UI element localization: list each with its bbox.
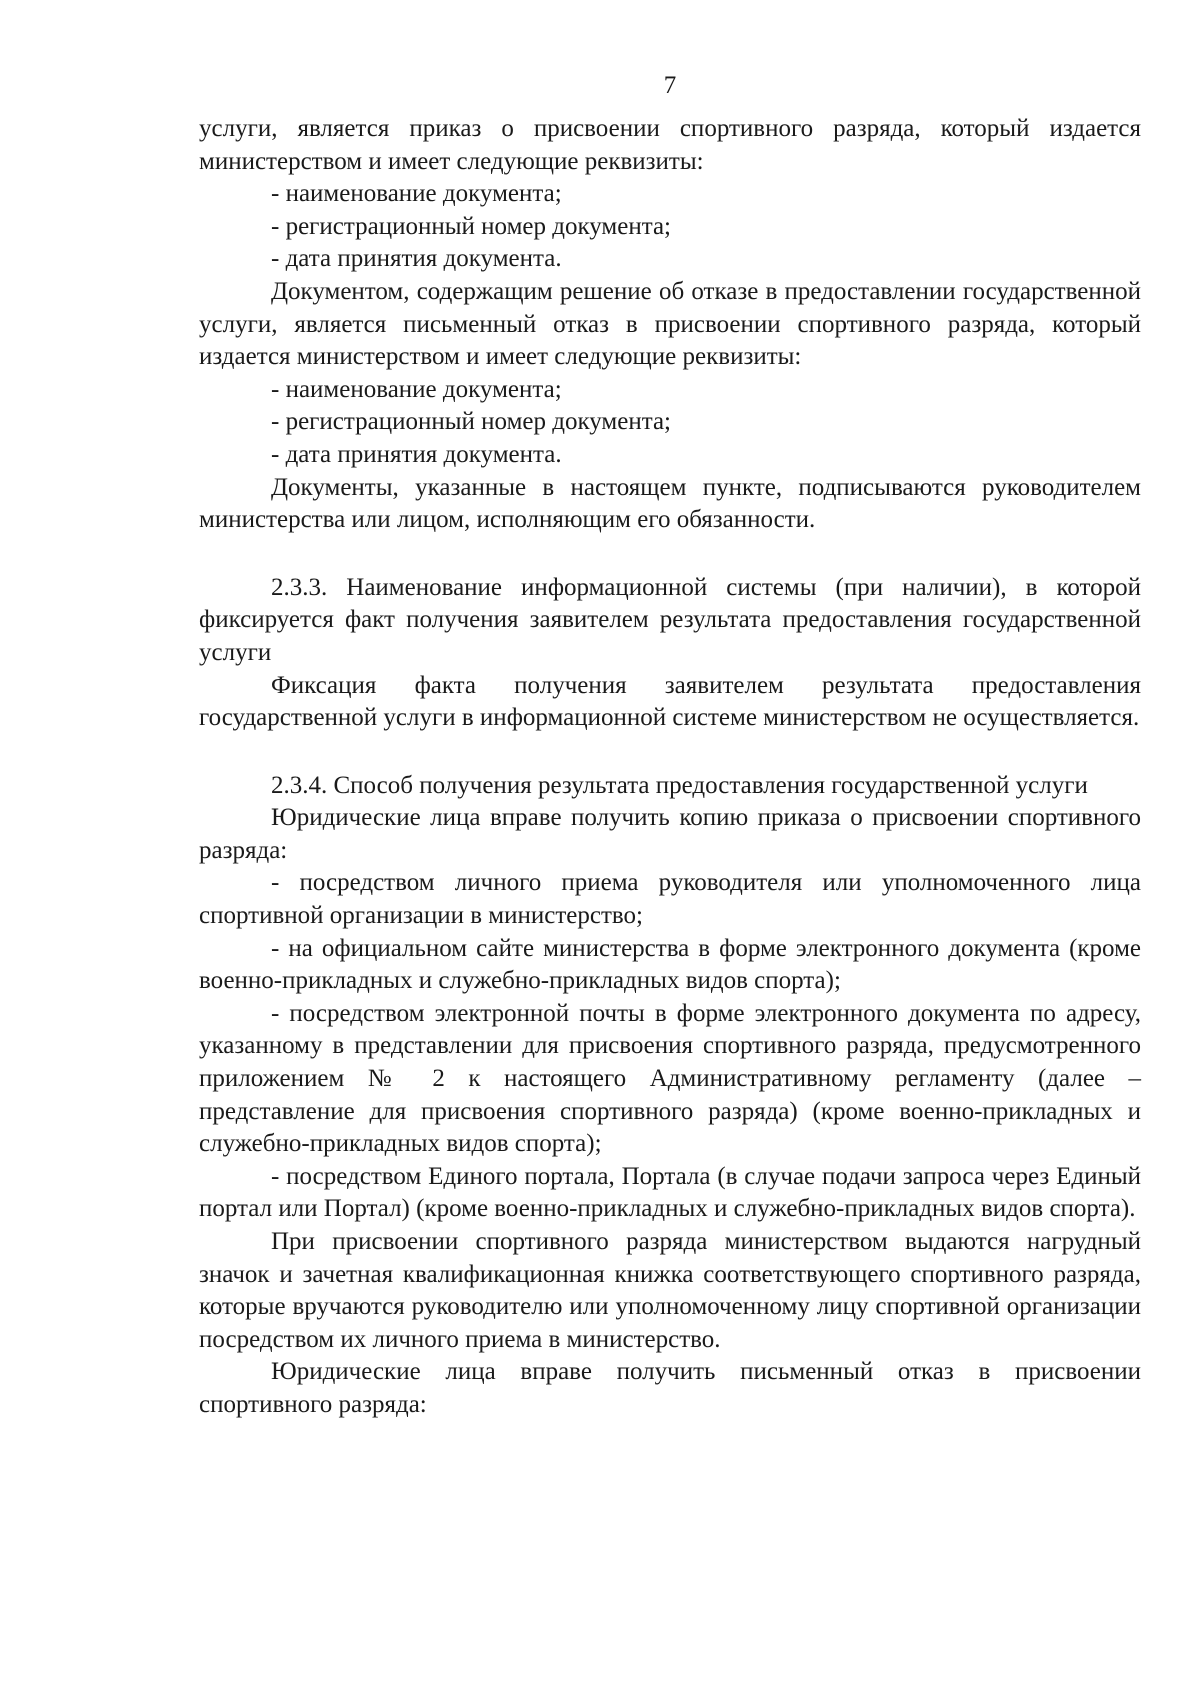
paragraph: При присвоении спортивного разряда министерством выдаются нагрудный значок и зачетная квалификационная книжка соответствующего спортивного разряда, которые вручаются руководителю или уполномоченному лицу спортивной организации посредством их личного приема в министерство. — [199, 1228, 1141, 1353]
paragraph: Юридические лица вправе получить письменный отказ в присвоении спортивного разряда: — [199, 1358, 1141, 1418]
list-item: - на официальном сайте министерства в форме электронного документа (кроме военно-прикладных и служебно-прикладных видов спорта); — [199, 934, 1141, 995]
list-item: - наименование документа; — [271, 180, 562, 208]
page-number: 7 — [663, 72, 677, 99]
section-gap — [199, 537, 1141, 572]
paragraph: Документы, указанные в настоящем пункте, подписываются руководителем министерства или лицом, исполняющим его обязанности. — [199, 473, 1141, 534]
list-item: - регистрационный номер документа; — [271, 408, 671, 436]
paragraph: Фиксация факта получения заявителем результата предоставления государственной услуги в информационной системе министерством не осуществляется. — [199, 671, 1141, 732]
paragraph: услуги, является приказ о присвоении спортивного разряда, который издается министерством и имеет следующие реквизиты: — [199, 115, 1141, 175]
list-item: - регистрационный номер документа; — [271, 212, 671, 240]
list-item: - посредством личного приема руководителя или уполномоченного лица спортивной организации в министерство; — [199, 869, 1141, 930]
section-heading: 2.3.3. Наименование информационной системы (при наличии), в которой фиксируется факт получения заявителем результата предоставления государственной услуги — [199, 573, 1141, 666]
section-heading: 2.3.4. Способ получения результата предоставления государственной услуги — [271, 771, 1088, 799]
list-item: - посредством электронной почты в форме электронного документа по адресу, указанному в представлении для присвоения спортивного разряда, предусмотренного приложением № 2 к настоящего Административному регламенту (далее – представление для присвоения спортивного разряда) (кроме военно-прикладных и служебно-прикладных видов спорта); — [199, 999, 1141, 1158]
list-item: - посредством Единого портала, Портала (в случае подачи запроса через Единый портал или Портал) (кроме военно-прикладных и служебно-прикладных видов спорта). — [199, 1162, 1141, 1223]
document-body — [199, 113, 1141, 1422]
list-item: - дата принятия документа. — [271, 245, 562, 273]
list-item: - наименование документа; — [271, 375, 562, 403]
section-gap — [199, 735, 1141, 770]
paragraph: Юридические лица вправе получить копию приказа о присвоении спортивного разряда: — [199, 804, 1141, 864]
list-item: - дата принятия документа. — [271, 440, 562, 468]
paragraph: Документом, содержащим решение об отказе в предоставлении государственной услуги, является письменный отказ в присвоении спортивного разряда, который издается министерством и имеет следующие реквизиты: — [199, 277, 1141, 371]
